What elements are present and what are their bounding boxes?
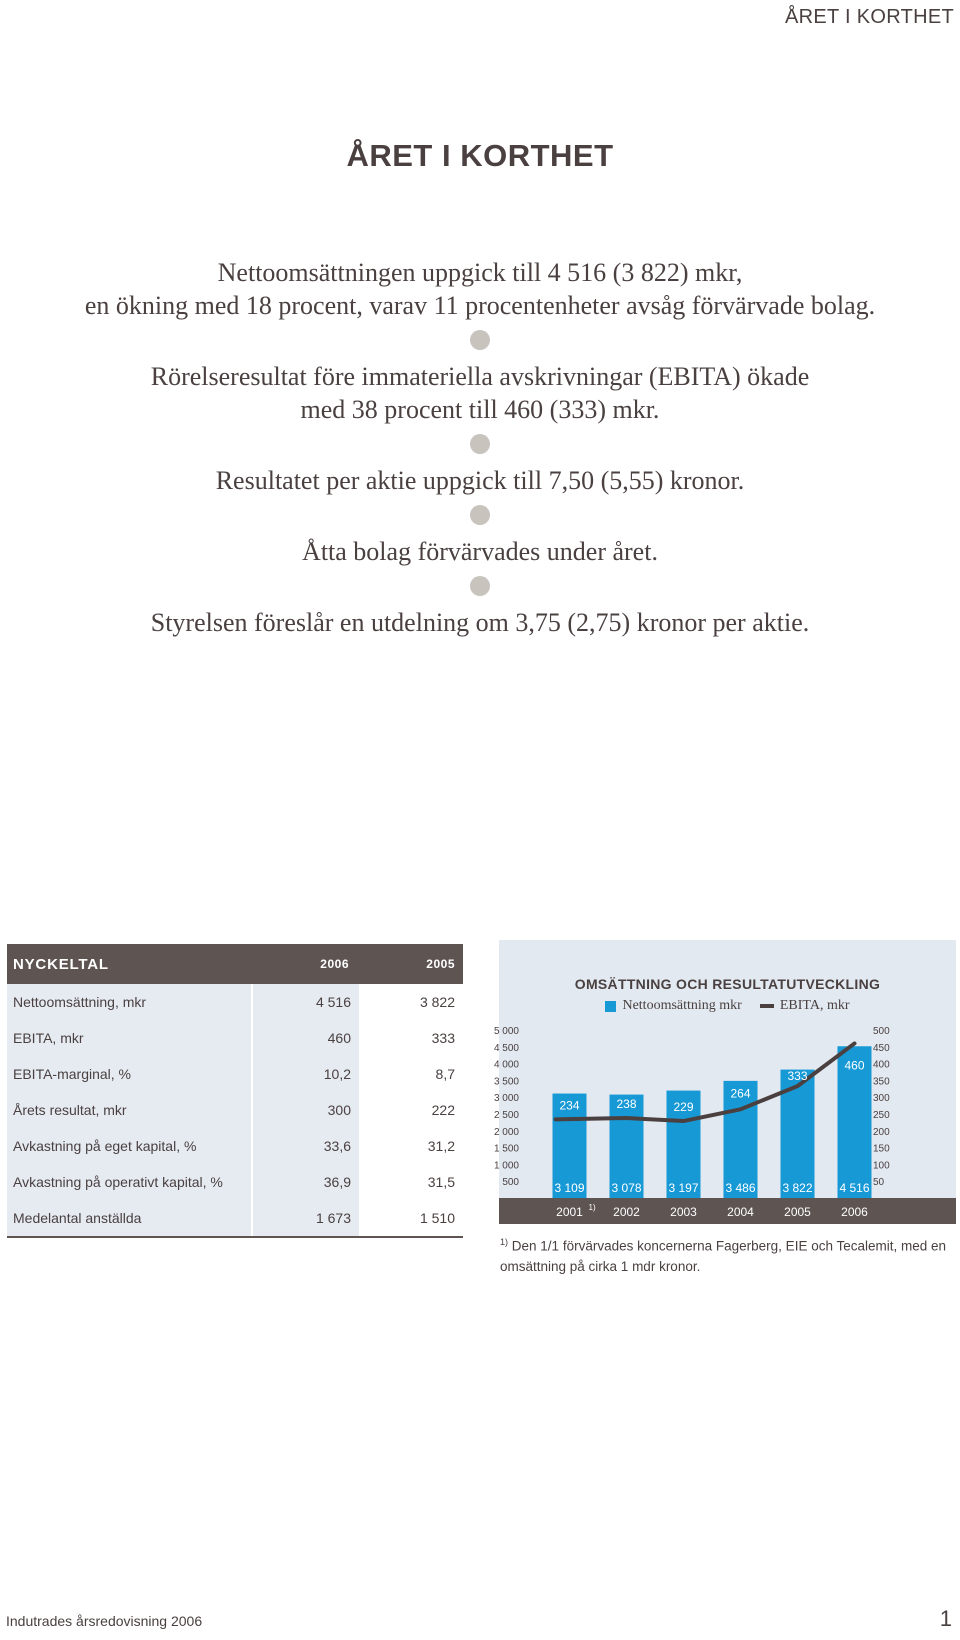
table-row bbox=[7, 984, 463, 1020]
bar-value-label: 3 822 bbox=[782, 1181, 813, 1195]
bar-value-label: 3 486 bbox=[725, 1181, 756, 1195]
bar-value-label: 3 078 bbox=[611, 1181, 642, 1195]
value-2005: 3 822 bbox=[419, 994, 455, 1010]
column-header-2006: 2006 bbox=[320, 957, 349, 971]
y-tick-left: 2 500 bbox=[493, 1110, 519, 1121]
y-tick-right: 200 bbox=[873, 1126, 890, 1138]
highlight-item bbox=[0, 464, 960, 497]
ebita-value-label: 229 bbox=[673, 1100, 694, 1115]
y-tick-left: 4 500 bbox=[493, 1042, 519, 1054]
y-tick-right: 300 bbox=[873, 1093, 890, 1105]
row-label: Avkastning på eget kapital, % bbox=[7, 1128, 251, 1164]
chart-title: OMSÄTTNING OCH RESULTATUTVECKLING bbox=[574, 976, 881, 992]
highlight-line: Rörelseresultat före immateriella avskrivningar (EBITA) ökade bbox=[150, 362, 810, 391]
column-header-2005: 2005 bbox=[426, 957, 455, 971]
row-label: Årets resultat, mkr bbox=[7, 1092, 251, 1128]
value-2006: 36,9 bbox=[253, 1164, 359, 1200]
highlight-line: med 38 procent till 460 (333) mkr. bbox=[300, 395, 660, 424]
value-2006: 1 673 bbox=[253, 1200, 359, 1236]
y-tick-left: 500 bbox=[502, 1177, 519, 1189]
running-head: ÅRET I KORTHET bbox=[784, 6, 954, 28]
y-tick-right: 100 bbox=[873, 1160, 890, 1172]
value-2006: 33,6 bbox=[253, 1128, 359, 1164]
highlight-line: en ökning med 18 procent, varav 11 procentenheter avsåg förvärvade bolag. bbox=[84, 291, 876, 320]
x-tick-footnote-mark: 1) bbox=[588, 1203, 596, 1212]
bullet-dot-icon bbox=[470, 576, 490, 596]
y-tick-right: 50 bbox=[873, 1177, 885, 1189]
bar-value-label: 4 516 bbox=[839, 1181, 870, 1195]
value-2005: 333 bbox=[431, 1030, 455, 1046]
y-tick-right: 250 bbox=[873, 1110, 890, 1121]
ebita-value-label: 234 bbox=[559, 1098, 580, 1113]
ebita-value-label: 460 bbox=[844, 1058, 865, 1073]
value-2005: 8,7 bbox=[435, 1066, 455, 1082]
x-tick-label: 2002 bbox=[613, 1205, 640, 1219]
y-tick-right: 450 bbox=[873, 1042, 890, 1054]
table-row bbox=[7, 1164, 463, 1200]
y-tick-left: 3 500 bbox=[493, 1076, 519, 1088]
value-2006: 460 bbox=[253, 1020, 359, 1056]
highlight-item bbox=[0, 256, 960, 322]
ebita-value-label: 264 bbox=[730, 1086, 751, 1101]
highlight-line: Resultatet per aktie uppgick till 7,50 (5,55) kronor. bbox=[215, 466, 745, 495]
y-tick-right: 400 bbox=[873, 1059, 890, 1071]
bullet-dot-icon bbox=[470, 505, 490, 525]
x-tick-label: 2001 bbox=[556, 1205, 583, 1219]
y-tick-left: 1 500 bbox=[493, 1143, 519, 1155]
key-figures-title: NYCKELTAL bbox=[13, 955, 109, 973]
highlight-line: Åtta bolag förvärvades under året. bbox=[302, 537, 658, 566]
ebita-value-label: 238 bbox=[616, 1097, 637, 1112]
page-title: ÅRET I KORTHET bbox=[346, 138, 614, 173]
footnote-text: Den 1/1 förvärvades koncernerna Fagerberg, EIE och Tecalemit, med en omsättning på cirka 1 mdr kronor. bbox=[500, 1238, 947, 1274]
row-label: EBITA-marginal, % bbox=[7, 1056, 251, 1092]
chart-plot bbox=[493, 940, 956, 1224]
y-tick-left: 3 000 bbox=[493, 1093, 519, 1105]
highlight-item bbox=[0, 535, 960, 568]
bullet-dot-icon bbox=[470, 330, 490, 350]
value-2006: 4 516 bbox=[253, 984, 359, 1020]
table-row bbox=[7, 1056, 463, 1092]
y-tick-left: 1 000 bbox=[493, 1160, 519, 1172]
value-2005: 31,5 bbox=[427, 1174, 455, 1190]
y-tick-right: 150 bbox=[873, 1143, 890, 1155]
footnote-mark: 1) bbox=[500, 1237, 509, 1247]
x-tick-label: 2004 bbox=[727, 1205, 754, 1219]
highlight-item bbox=[0, 360, 960, 426]
bullet-dot-icon bbox=[470, 434, 490, 454]
key-figures-table bbox=[7, 944, 463, 1238]
table-row bbox=[7, 1128, 463, 1164]
revenue-ebita-chart bbox=[493, 940, 956, 1219]
ebita-value-label: 333 bbox=[787, 1069, 808, 1084]
legend-label-ebita: EBITA, mkr bbox=[779, 998, 850, 1013]
highlight-line: Styrelsen föreslår en utdelning om 3,75 (2,75) kronor per aktie. bbox=[150, 608, 810, 637]
table-row bbox=[7, 1020, 463, 1056]
bar-value-label: 3 197 bbox=[668, 1181, 699, 1195]
x-tick-label: 2006 bbox=[841, 1205, 868, 1219]
table-bottom-rule bbox=[7, 1236, 463, 1238]
x-tick-label: 2003 bbox=[670, 1205, 697, 1219]
bar-value-label: 3 109 bbox=[554, 1181, 585, 1195]
value-2005: 222 bbox=[431, 1102, 455, 1118]
row-label: Nettoomsättning, mkr bbox=[7, 984, 251, 1020]
row-label: Avkastning på operativt kapital, % bbox=[7, 1164, 251, 1200]
highlight-item bbox=[0, 606, 960, 639]
y-tick-left: 4 000 bbox=[493, 1059, 519, 1071]
row-label: Medelantal anställda bbox=[7, 1200, 251, 1236]
row-label: EBITA, mkr bbox=[7, 1020, 251, 1056]
value-2005: 31,2 bbox=[427, 1138, 455, 1154]
table-row bbox=[7, 1200, 463, 1236]
value-2006: 300 bbox=[253, 1092, 359, 1128]
y-tick-right: 500 bbox=[873, 1026, 890, 1037]
highlights-list bbox=[0, 256, 960, 639]
x-tick-label: 2005 bbox=[784, 1205, 811, 1219]
footer-publication: Indutrades årsredovisning 2006 bbox=[6, 1613, 203, 1629]
footnote bbox=[500, 1232, 960, 1277]
key-figures-header bbox=[7, 944, 463, 984]
highlight-line: Nettoomsättningen uppgick till 4 516 (3 822) mkr, bbox=[217, 258, 743, 287]
legend-label-revenue: Nettoomsättning mkr bbox=[622, 998, 742, 1013]
table-row bbox=[7, 1092, 463, 1128]
page-number: 1 bbox=[939, 1606, 952, 1631]
y-tick-left: 2 000 bbox=[493, 1126, 519, 1138]
value-2005: 1 510 bbox=[419, 1210, 455, 1226]
y-tick-left: 5 000 bbox=[493, 1026, 519, 1037]
value-2006: 10,2 bbox=[253, 1056, 359, 1092]
y-tick-right: 350 bbox=[873, 1076, 890, 1088]
